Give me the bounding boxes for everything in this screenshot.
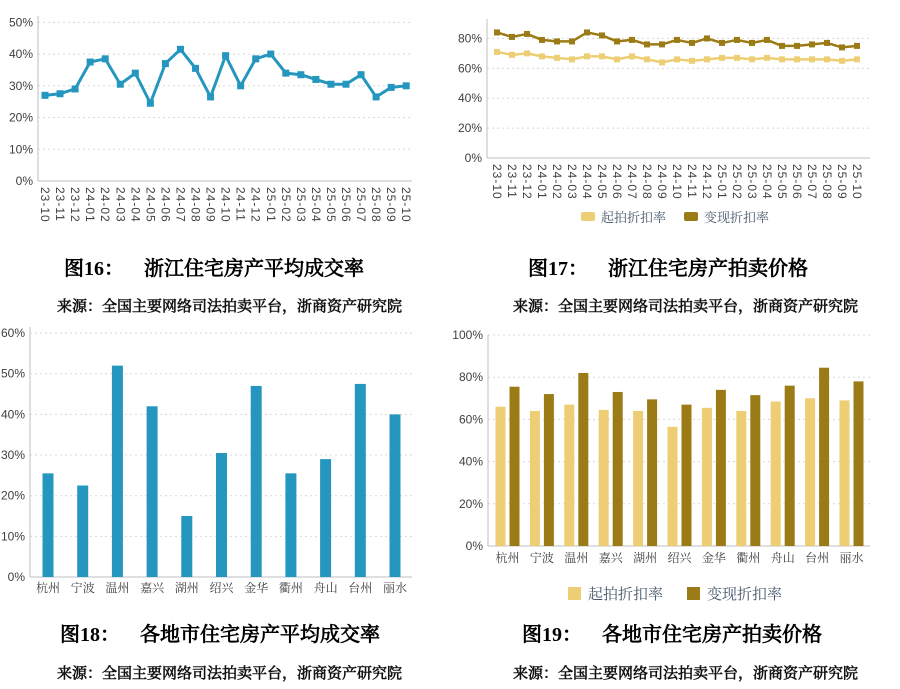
fig18-caption-label: 图18： [60, 624, 120, 646]
bar-变现折扣率 [854, 381, 864, 546]
bar-平均成交率 [43, 473, 54, 577]
bar-起拍折扣率 [702, 408, 712, 546]
fig19-bar-chart [450, 320, 900, 578]
data-point-marker [388, 84, 395, 91]
y-axis-tick-label: 20% [457, 121, 482, 136]
x-axis-tick-label: 25-05 [775, 164, 789, 200]
x-axis-tick-label: 25-04 [308, 187, 323, 223]
fig17-legend [450, 207, 900, 226]
y-axis-tick-label: 80% [457, 31, 482, 46]
x-axis-tick-label: 25-03 [293, 187, 308, 223]
data-point-marker [659, 41, 665, 47]
fig19-legend-item-start-discount [568, 583, 663, 604]
x-axis-tick-label: 24-11 [233, 187, 248, 222]
data-point-marker [704, 56, 710, 62]
data-point-marker [57, 90, 64, 97]
fig18-caption-title: 各地市住宅房产平均成交率 [140, 624, 380, 646]
bar-平均成交率 [320, 459, 331, 577]
x-axis-tick-label: 24-12 [248, 187, 263, 223]
x-axis-tick-label: 24-04 [580, 164, 594, 200]
data-point-marker [569, 56, 575, 62]
bar-起拍折扣率 [840, 400, 850, 546]
bar-变现折扣率 [544, 394, 554, 546]
x-axis-tick-label: 25-08 [369, 187, 384, 223]
bar-平均成交率 [216, 453, 227, 577]
x-axis-tick-label: 24-05 [143, 187, 158, 223]
bar-起拍折扣率 [599, 410, 609, 546]
data-point-marker [734, 55, 740, 61]
data-point-marker [539, 37, 545, 43]
x-axis-tick-label: 25-04 [760, 164, 774, 200]
bar-变现折扣率 [578, 373, 588, 546]
fig19-legend-label-start: 起拍折扣率 [587, 586, 663, 603]
data-point-marker [614, 56, 620, 62]
data-point-marker [132, 70, 139, 77]
x-axis-tick-label: 湖州 [633, 551, 658, 565]
bar-起拍折扣率 [530, 411, 540, 546]
y-axis-tick-label: 80% [458, 370, 483, 385]
bar-变现折扣率 [750, 395, 760, 546]
x-axis-tick-label: 舟山 [770, 551, 795, 565]
data-point-marker [207, 93, 214, 100]
bar-平均成交率 [355, 384, 366, 577]
fig17-legend-label-realize: 变现折扣率 [704, 210, 770, 225]
bar-变现折扣率 [785, 386, 795, 546]
y-axis-tick-label: 0% [15, 174, 33, 188]
data-point-marker [779, 43, 785, 49]
data-point-marker [584, 29, 590, 35]
data-point-marker [674, 56, 680, 62]
data-point-marker [237, 82, 244, 89]
fig19-caption [522, 622, 822, 648]
bar-变现折扣率 [819, 368, 829, 546]
data-point-marker [117, 81, 124, 88]
x-axis-tick-label: 24-10 [218, 187, 233, 223]
x-axis-tick-label: 绍兴 [209, 581, 234, 595]
data-point-marker [854, 56, 860, 62]
y-axis-tick-label: 60% [457, 61, 482, 76]
bar-起拍折扣率 [633, 411, 643, 546]
data-point-marker [794, 43, 800, 49]
bar-平均成交率 [285, 473, 296, 577]
data-point-marker [72, 85, 79, 92]
fig19-caption-label: 图19： [522, 624, 582, 646]
data-point-marker [659, 59, 665, 65]
x-axis-tick-label: 25-08 [820, 164, 834, 200]
data-point-marker [704, 35, 710, 41]
x-axis-tick-label: 25-07 [354, 187, 369, 223]
data-point-marker [749, 40, 755, 46]
fig19-legend [450, 583, 900, 604]
data-point-marker [509, 34, 515, 40]
bar-起拍折扣率 [736, 411, 746, 546]
y-axis-tick-label: 30% [8, 78, 33, 93]
x-axis-tick-label: 23-11 [53, 187, 68, 222]
data-point-marker [809, 56, 815, 62]
data-point-marker [524, 50, 530, 56]
x-axis-tick-label: 24-05 [595, 164, 609, 200]
x-axis-tick-label: 24-08 [640, 164, 654, 200]
data-point-marker [674, 37, 680, 43]
x-axis-tick-label: 金华 [244, 581, 269, 595]
data-point-marker [644, 41, 650, 47]
bar-起拍折扣率 [668, 427, 678, 546]
x-axis-tick-label: 24-08 [188, 187, 203, 223]
x-axis-tick-label: 杭州 [495, 551, 520, 565]
data-point-marker [42, 92, 49, 99]
x-axis-tick-label: 宁波 [70, 581, 95, 595]
y-axis-tick-label: 50% [0, 366, 25, 381]
bar-变现折扣率 [682, 405, 692, 546]
y-axis-tick-label: 40% [8, 47, 33, 62]
y-axis-tick-label: 10% [8, 142, 33, 157]
bar-起拍折扣率 [564, 405, 574, 546]
data-point-marker [267, 51, 274, 58]
x-axis-tick-label: 24-02 [550, 164, 564, 200]
x-axis-tick-label: 24-06 [610, 164, 624, 200]
x-axis-tick-label: 25-06 [790, 164, 804, 200]
data-point-marker [569, 38, 575, 44]
x-axis-tick-label: 24-11 [685, 164, 699, 199]
data-point-marker [147, 100, 154, 107]
x-axis-tick-label: 23-11 [505, 164, 519, 199]
fig17-caption-title: 浙江住宅房产拍卖价格 [608, 258, 808, 280]
data-point-marker [192, 65, 199, 72]
data-point-marker [403, 82, 410, 89]
data-point-marker [854, 43, 860, 49]
data-point-marker [222, 52, 229, 59]
x-axis-tick-label: 丽水 [839, 551, 864, 565]
data-point-marker [509, 52, 515, 58]
x-axis-tick-label: 温州 [105, 581, 130, 595]
fig17-caption-label: 图17： [528, 258, 588, 280]
x-axis-tick-label: 湖州 [174, 581, 199, 595]
fig17-legend-item-start-discount [581, 207, 666, 226]
fig17-source: 来源：全国主要网络司法拍卖平台，浙商资产研究院 [513, 299, 859, 315]
x-axis-tick-label: 24-09 [203, 187, 218, 223]
bar-平均成交率 [77, 486, 88, 577]
x-axis-tick-label: 25-09 [835, 164, 849, 200]
bar-平均成交率 [251, 386, 262, 577]
y-axis-tick-label: 0% [464, 151, 482, 165]
bar-平均成交率 [112, 366, 123, 577]
bar-平均成交率 [147, 406, 158, 577]
y-axis-tick-label: 10% [0, 529, 25, 544]
x-axis-tick-label: 丽水 [382, 581, 408, 595]
realize-discount-swatch-icon [687, 587, 700, 600]
start-discount-swatch-icon [568, 587, 581, 600]
fig19-legend-item-realize-discount [687, 583, 782, 604]
data-point-marker [599, 53, 605, 59]
x-axis-tick-label: 24-01 [535, 164, 549, 200]
x-axis-tick-label: 25-02 [278, 187, 293, 223]
data-point-marker [764, 37, 770, 43]
start-discount-swatch-icon [581, 212, 595, 221]
x-axis-tick-label: 25-02 [730, 164, 744, 200]
data-point-marker [554, 38, 560, 44]
bar-起拍折扣率 [771, 401, 781, 546]
fig16-line-chart [0, 0, 440, 245]
x-axis-tick-label: 杭州 [35, 581, 61, 595]
bar-平均成交率 [181, 516, 192, 577]
x-axis-tick-label: 24-09 [655, 164, 669, 200]
x-axis-tick-label: 24-07 [625, 164, 639, 200]
x-axis-tick-label: 24-03 [565, 164, 579, 200]
x-axis-tick-label: 台州 [348, 581, 373, 595]
y-axis-tick-label: 40% [458, 454, 483, 469]
data-point-marker [584, 53, 590, 59]
fig19-source: 来源：全国主要网络司法拍卖平台，浙商资产研究院 [513, 666, 859, 682]
data-point-marker [794, 56, 800, 62]
x-axis-tick-label: 24-07 [173, 187, 188, 223]
x-axis-tick-label: 嘉兴 [140, 581, 165, 595]
data-point-marker [297, 71, 304, 78]
x-axis-tick-label: 24-03 [113, 187, 128, 223]
y-axis-tick-label: 60% [458, 412, 483, 427]
fig17-line-chart [450, 0, 900, 210]
fig16-caption-title: 浙江住宅房产平均成交率 [144, 258, 364, 280]
data-point-marker [779, 56, 785, 62]
data-point-marker [629, 37, 635, 43]
data-point-marker [87, 59, 94, 66]
fig19-caption-title: 各地市住宅房产拍卖价格 [602, 624, 822, 646]
data-point-marker [719, 40, 725, 46]
y-axis-tick-label: 60% [0, 326, 25, 341]
data-point-marker [839, 44, 845, 50]
x-axis-tick-label: 24-12 [700, 164, 714, 200]
x-axis-tick-label: 衢州 [736, 551, 761, 565]
y-axis-tick-label: 20% [458, 496, 483, 511]
x-axis-tick-label: 25-09 [384, 187, 399, 223]
fig18-caption [60, 622, 380, 648]
x-axis-tick-label: 23-10 [490, 164, 504, 200]
x-axis-tick-label: 金华 [701, 551, 726, 565]
data-point-marker [343, 81, 350, 88]
data-point-marker [327, 81, 334, 88]
x-axis-tick-label: 温州 [564, 551, 589, 565]
bar-起拍折扣率 [805, 398, 815, 546]
x-axis-tick-label: 24-10 [670, 164, 684, 200]
data-point-marker [162, 60, 169, 67]
realize-discount-swatch-icon [684, 212, 698, 221]
x-axis-tick-label: 宁波 [529, 551, 554, 565]
fig17-legend-label-start: 起拍折扣率 [600, 210, 666, 225]
data-point-marker [358, 71, 365, 78]
data-point-marker [809, 41, 815, 47]
y-axis-tick-label: 50% [8, 15, 33, 30]
data-point-marker [494, 49, 500, 55]
data-point-marker [312, 76, 319, 83]
data-point-marker [252, 55, 259, 62]
x-axis-tick-label: 25-03 [745, 164, 759, 200]
x-axis-tick-label: 24-06 [158, 187, 173, 223]
x-axis-tick-label: 台州 [805, 551, 830, 565]
x-axis-tick-label: 25-01 [263, 187, 278, 223]
x-axis-tick-label: 25-10 [399, 187, 414, 223]
data-point-marker [599, 32, 605, 38]
x-axis-tick-label: 衢州 [278, 581, 303, 595]
data-point-marker [719, 55, 725, 61]
x-axis-tick-label: 25-05 [323, 187, 338, 223]
data-point-marker [373, 93, 380, 100]
bar-变现折扣率 [647, 399, 657, 546]
bar-起拍折扣率 [496, 407, 506, 546]
bar-变现折扣率 [716, 390, 726, 546]
data-point-marker [734, 37, 740, 43]
y-axis-tick-label: 30% [0, 448, 25, 463]
x-axis-tick-label: 23-12 [68, 187, 83, 223]
data-point-marker [494, 29, 500, 35]
x-axis-tick-label: 25-10 [850, 164, 864, 200]
fig18-bar-chart [0, 320, 440, 615]
data-point-marker [824, 56, 830, 62]
fig16-source: 来源：全国主要网络司法拍卖平台，浙商资产研究院 [57, 299, 403, 315]
y-axis-tick-label: 40% [0, 407, 25, 422]
y-axis-tick-label: 0% [465, 539, 483, 553]
y-axis-tick-label: 100% [452, 328, 483, 342]
x-axis-tick-label: 23-12 [520, 164, 534, 200]
fig18-source: 来源：全国主要网络司法拍卖平台，浙商资产研究院 [57, 666, 403, 682]
y-axis-tick-label: 40% [457, 91, 482, 106]
fig17-legend-item-realize-discount [684, 207, 769, 226]
data-point-marker [554, 55, 560, 61]
x-axis-tick-label: 24-01 [83, 187, 98, 223]
x-axis-tick-label: 25-06 [339, 187, 353, 223]
bar-平均成交率 [390, 414, 401, 577]
data-point-marker [629, 53, 635, 59]
data-point-marker [644, 56, 650, 62]
x-axis-tick-label: 嘉兴 [598, 551, 623, 565]
data-point-marker [539, 53, 545, 59]
x-axis-tick-label: 25-01 [715, 164, 729, 200]
x-axis-tick-label: 25-07 [805, 164, 819, 200]
data-point-marker [839, 58, 845, 64]
fig16-caption [64, 256, 364, 282]
y-axis-tick-label: 20% [8, 110, 33, 125]
data-point-marker [102, 55, 109, 62]
data-point-marker [689, 40, 695, 46]
y-axis-tick-label: 20% [0, 488, 25, 503]
fig17-caption [528, 256, 808, 282]
x-axis-tick-label: 舟山 [313, 581, 338, 595]
x-axis-tick-label: 23-10 [38, 187, 52, 223]
data-point-marker [824, 40, 830, 46]
data-point-marker [749, 56, 755, 62]
bar-变现折扣率 [613, 392, 623, 546]
x-axis-tick-label: 绍兴 [667, 551, 692, 565]
data-point-marker [614, 38, 620, 44]
x-axis-tick-label: 24-04 [128, 187, 143, 223]
data-point-marker [689, 58, 695, 64]
y-axis-tick-label: 0% [7, 570, 25, 584]
data-point-marker [282, 70, 289, 77]
data-point-marker [177, 46, 184, 53]
x-axis-tick-label: 24-02 [98, 187, 113, 223]
fig19-legend-label-realize: 变现折扣率 [707, 586, 783, 603]
data-point-marker [524, 31, 530, 37]
data-point-marker [764, 55, 770, 61]
fig16-caption-label: 图16： [64, 258, 124, 280]
bar-变现折扣率 [510, 387, 520, 546]
